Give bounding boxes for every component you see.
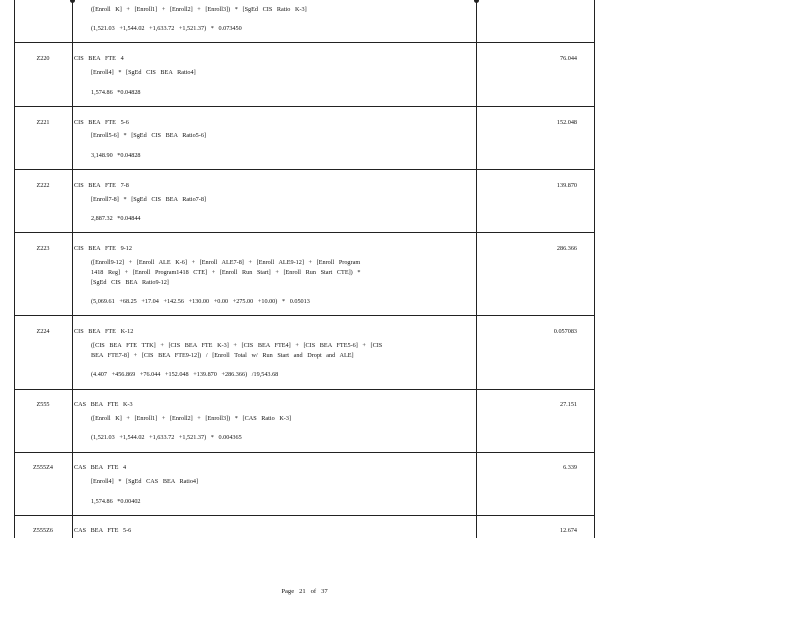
row-value: 27.151: [559, 401, 577, 408]
row-code: Z555: [36, 401, 50, 408]
corner-marker: [474, 0, 479, 3]
row-title: CAS BEA FTE K-3: [74, 401, 133, 408]
row-divider: [14, 169, 595, 170]
formula-line: ([CIS BEA FTE TTK] + [CIS BEA FTE K-3] + [CIS BEA FTE4] + [CIS BEA FTE5-6] + [CIS: [91, 342, 383, 349]
formula-line: BEA FTE7-8] + [CIS BEA FTE9-12]) / [Enroll Total w/ Run Start and Dropt and ALE]: [91, 352, 354, 359]
calc-line: (5,069.61 +68.25 +17.04 +142.56 +130.00 +0.00 +275.00 +10.00) * 0.05013: [91, 298, 310, 305]
calc-line: (1,521.03 +1,544.02 +1,633.72 +1,521.37) * 0.004365: [91, 434, 242, 441]
formula-line: ([Enroll K] + [Enroll1] + [Enroll2] + [Enroll3]) * [CAS Ratio K-3]: [91, 415, 292, 422]
calculation-table: [14, 0, 595, 538]
row-divider: [14, 452, 595, 453]
calc-line: (1,521.03 +1,544.02 +1,633.72 +1,521.37) * 0.073450: [91, 25, 242, 32]
column-divider-code: [72, 0, 73, 538]
row-code: Z222: [36, 182, 50, 189]
row-value: 76.044: [559, 55, 577, 62]
corner-marker: [70, 0, 75, 3]
row-code: Z220: [36, 55, 50, 62]
column-divider-value: [476, 0, 477, 538]
row-value: 12.674: [559, 527, 577, 534]
row-divider: [14, 42, 595, 43]
formula-line: [Enroll7-8] * [SgEd CIS BEA Ratio7-8]: [91, 196, 206, 203]
calc-line: 2,887.32 *0.04844: [91, 215, 141, 222]
row-value: 152.048: [556, 119, 577, 126]
table-border-left: [14, 0, 15, 538]
calc-line: 1,574.86 *0.04828: [91, 89, 141, 96]
row-divider: [14, 515, 595, 516]
formula-line: ([Enroll9-12] + [Enroll ALE K-6] + [Enroll ALE7-8] + [Enroll ALE9-12] + [Enroll Program: [91, 259, 361, 266]
row-title: CIS BEA FTE 5-6: [74, 119, 129, 126]
formula-line: [Enroll4] * [SgEd CAS BEA Ratio4]: [91, 478, 199, 485]
calc-line: (4.407 +456.869 +76.044 +152.048 +139.870 +286.366) /19,543.68: [91, 371, 279, 378]
row-title: CIS BEA FTE 7-8: [74, 182, 129, 189]
row-value: 139.870: [556, 182, 577, 189]
row-title: CIS BEA FTE K-12: [74, 328, 134, 335]
row-code: Z555Z4: [33, 464, 53, 471]
row-code: Z555Z6: [33, 527, 53, 534]
formula-line: [SgEd CIS BEA Ratio9-12]: [91, 279, 169, 286]
row-title: CAS BEA FTE 4: [74, 464, 127, 471]
row-value: 6.339: [563, 464, 577, 471]
calc-line: 3,148.90 *0.04828: [91, 152, 141, 159]
row-title: CAS BEA FTE 5-6: [74, 527, 132, 534]
formula-line: 1418 Reg] + [Enroll Program1418 CTE] + [Enroll Run Start] + [Enroll Run Start CTE]) *: [91, 269, 361, 276]
row-code: Z224: [36, 328, 50, 335]
row-code: Z221: [36, 119, 50, 126]
row-title: CIS BEA FTE 9-12: [74, 245, 132, 252]
row-divider: [14, 232, 595, 233]
page-number: Page 21 of 37: [281, 588, 328, 595]
formula-line: [Enroll4] * [SgEd CIS BEA Ratio4]: [91, 69, 196, 76]
row-value: 0.057083: [553, 328, 577, 335]
formula-line: [Enroll5-6] * [SgEd CIS BEA Ratio5-6]: [91, 132, 206, 139]
row-divider: [14, 315, 595, 316]
table-border-right: [594, 0, 595, 538]
row-divider: [14, 389, 595, 390]
row-title: CIS BEA FTE 4: [74, 55, 124, 62]
row-value: 286.366: [556, 245, 577, 252]
row-divider: [14, 106, 595, 107]
row-code: Z223: [36, 245, 50, 252]
formula-line: ([Enroll K] + [Enroll1] + [Enroll2] + [Enroll3]) * [SgEd CIS Ratio K-3]: [91, 6, 307, 13]
calc-line: 1,574.86 *0.00402: [91, 498, 141, 505]
